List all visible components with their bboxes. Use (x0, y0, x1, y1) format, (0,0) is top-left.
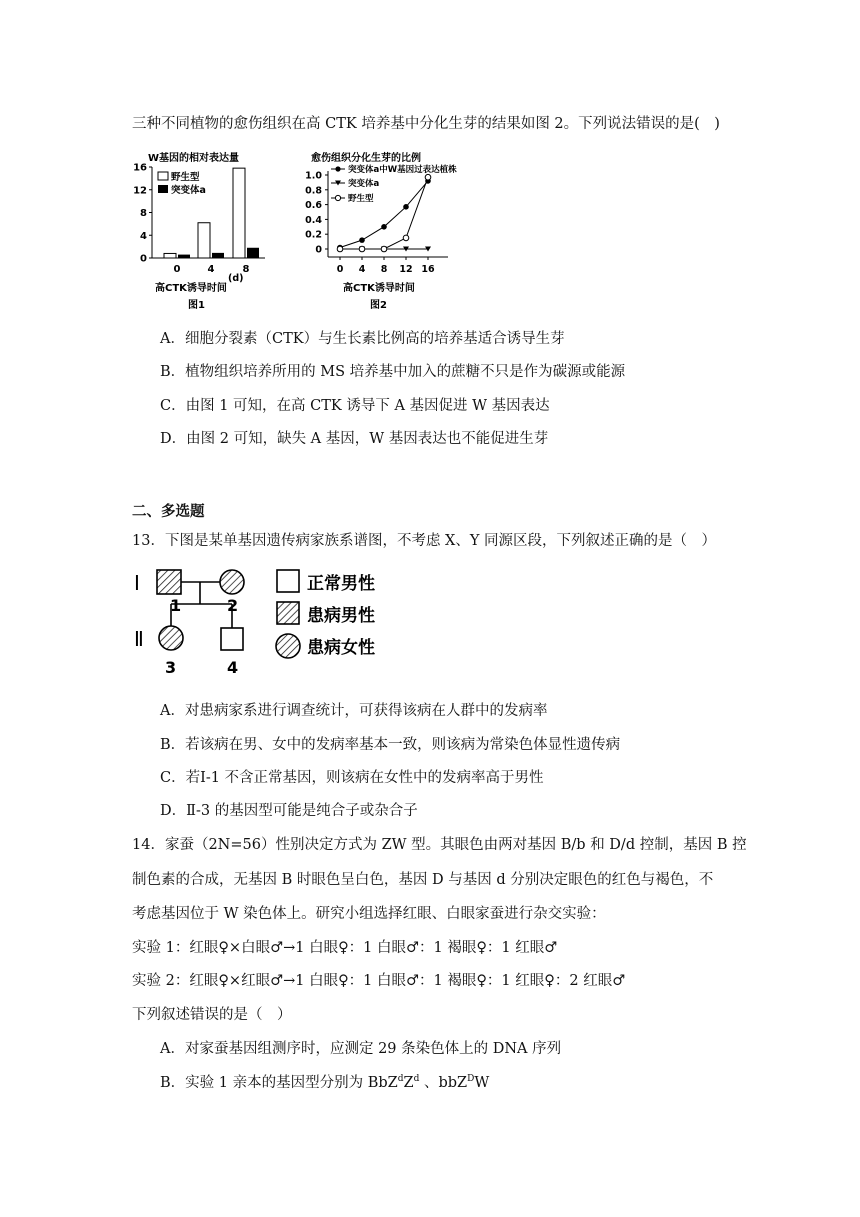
q14-experiment-1: 实验 1：红眼♀×白眼♂→1 白眼♀：1 白眼♂：1 褐眼♀：1 红眼♂ (132, 940, 558, 956)
individual-I1 (157, 570, 181, 594)
fig1-bar-mutant (212, 253, 224, 258)
generation-1-label: Ⅰ (134, 571, 140, 595)
fig2-ytick-label: 0.6 (305, 200, 322, 212)
fig1-ytick-label: 0 (140, 253, 147, 265)
fig2-ytick-label: 0.2 (305, 229, 322, 241)
fig1-xtick-label: 4 (207, 264, 215, 275)
legend-affected-male: 患病男性 (307, 606, 375, 626)
fig2-xtick-label: 4 (358, 264, 366, 275)
q12-stem: 三种不同植物的愈伤组织在高 CTK 培养基中分化生芽的结果如图 2。下列说法错误的是( ) (132, 116, 720, 132)
fig2-ytick-label: 0.8 (305, 185, 322, 197)
q13-option-b: B．若该病在男、女中的发病率基本一致，则该病为常染色体显性遗传病 (160, 737, 621, 753)
fig2-point-wild (359, 246, 365, 252)
q14-line-2: 制色素的合成，无基因 B 时眼色呈白色，基因 D 与基因 d 分别决定眼色的红色与褐色，不 (132, 872, 714, 888)
q12-option-d: D．由图 2 可知，缺失 A 基因，W 基因表达也不能促进生芽 (160, 431, 549, 447)
fig2-point-wild (381, 246, 387, 252)
q14-option-a: A．对家蚕基因组测序时，应测定 29 条染色体上的 DNA 序列 (160, 1041, 562, 1057)
fig1-caption: 图1 (188, 300, 205, 311)
legend-normal-male: 正常男性 (307, 574, 375, 594)
fig1-bar-wild (198, 223, 210, 258)
fig2-caption: 图2 (370, 300, 387, 311)
q13-option-d: D．Ⅱ-3 的基因型可能是纯合子或杂合子 (160, 803, 418, 819)
individual-II4 (221, 628, 243, 650)
fig2-xtick-label: 8 (380, 264, 388, 275)
fig1-xtick-label: 8 (242, 264, 250, 275)
id-2: 2 (227, 596, 239, 615)
fig2-xlabel: 高CTK诱导时间 (343, 283, 415, 294)
q12-option-a: A．细胞分裂素（CTK）与生长素比例高的培养基适合诱导生芽 (160, 331, 565, 347)
fig1-ytick-label: 4 (140, 230, 147, 242)
fig1-bar-mutant (178, 255, 190, 258)
id-4: 4 (227, 658, 239, 677)
legend-affected-male-symbol (277, 602, 299, 624)
legend-affected-female: 患病女性 (307, 638, 375, 658)
q14-line-1: 14．家蚕（2N=56）性别决定方式为 ZW 型。其眼色由两对基因 B/b 和 D/d 控制，基因 B 控 (132, 837, 747, 853)
fig1-legend-mutant: 突变体a (171, 185, 206, 196)
fig2-legend-marker-wild (335, 195, 340, 200)
figures (0, 145, 860, 325)
fig2-ytick-label: 0 (315, 244, 322, 256)
fig2-legend-mutant: 突变体a (348, 179, 380, 189)
fig2-legend-marker-over (335, 166, 340, 171)
fig2-xtick-label: 0 (336, 264, 344, 275)
q13-option-a: A．对患病家系进行调查统计，可获得该病在人群中的发病率 (160, 703, 548, 719)
q14-option-b: B．实验 1 亲本的基因型分别为 $BbZ^dZ^d$ 、bbZ$^D$W (160, 1074, 490, 1091)
fig1-bar-mutant (247, 248, 259, 258)
fig1-bar-wild (164, 253, 176, 258)
fig1-xlabel: 高CTK诱导时间 (155, 283, 227, 294)
q14-question: 下列叙述错误的是（ ） (132, 1007, 292, 1023)
fig1-unit: (d) (228, 273, 244, 284)
fig2-point-wild (337, 246, 343, 252)
fig1-ytick-label: 8 (140, 208, 147, 219)
fig2-legend-over: 突变体a中W基因过表达植株 (348, 165, 457, 175)
fig2-xtick-label: 16 (421, 264, 435, 275)
id-3: 3 (165, 658, 177, 677)
fig1-ytick-label: 12 (133, 185, 147, 197)
pedigree-chart (128, 560, 428, 680)
legend-affected-female-symbol (276, 634, 300, 658)
fig1-ytick-label: 16 (133, 162, 147, 174)
fig2-xtick-label: 12 (399, 264, 413, 275)
fig1-title: W基因的相对表达量 (148, 153, 240, 164)
q13-option-c: C．若Ⅰ-1 不含正常基因，则该病在女性中的发病率高于男性 (160, 770, 544, 786)
fig2-legend-wild: 野生型 (348, 194, 374, 204)
figure-2 (305, 151, 457, 311)
fig2-ytick-label: 1.0 (305, 170, 322, 182)
fig2-point-overexpression (359, 237, 365, 243)
individual-I2 (220, 570, 244, 594)
figure-1 (133, 151, 265, 311)
q12-option-b: B．植物组织培养所用的 MS 培养基中加入的蔗糖不只是作为碳源或能源 (160, 364, 626, 380)
fig2-ytick-label: 0.4 (305, 214, 322, 226)
q14-experiment-2: 实验 2：红眼♀×红眼♂→1 白眼♀：1 白眼♂：1 褐眼♀：1 红眼♀：2 红眼♂ (132, 973, 626, 989)
fig1-legend-swatch-mutant (158, 185, 168, 193)
fig2-point-wild (403, 235, 409, 241)
fig2-point-overexpression (381, 224, 387, 230)
fig1-legend-wild: 野生型 (171, 172, 200, 183)
q12-option-c: C．由图 1 可知，在高 CTK 诱导下 A 基因促进 W 基因表达 (160, 398, 550, 414)
q14-line-3: 考虑基因位于 W 染色体上。研究小组选择红眼、白眼家蚕进行杂交实验： (132, 906, 606, 922)
fig1-bar-wild (233, 168, 245, 258)
individual-II3 (159, 626, 183, 650)
fig2-point-wild (425, 174, 431, 180)
fig1-legend-swatch-wild (158, 172, 168, 180)
generation-2-label: Ⅱ (134, 627, 144, 651)
fig2-point-overexpression (403, 204, 409, 210)
id-1: 1 (170, 596, 182, 615)
legend-normal-male-symbol (277, 570, 299, 592)
section-heading: 二、多选题 (132, 503, 205, 520)
fig2-title: 愈伤组织分化生芽的比例 (311, 153, 421, 164)
q13-stem: 13．下图是某单基因遗传病家族系谱图，不考虑 X、Y 同源区段，下列叙述正确的是（ ） (132, 533, 717, 549)
fig1-xtick-label: 0 (173, 264, 181, 275)
